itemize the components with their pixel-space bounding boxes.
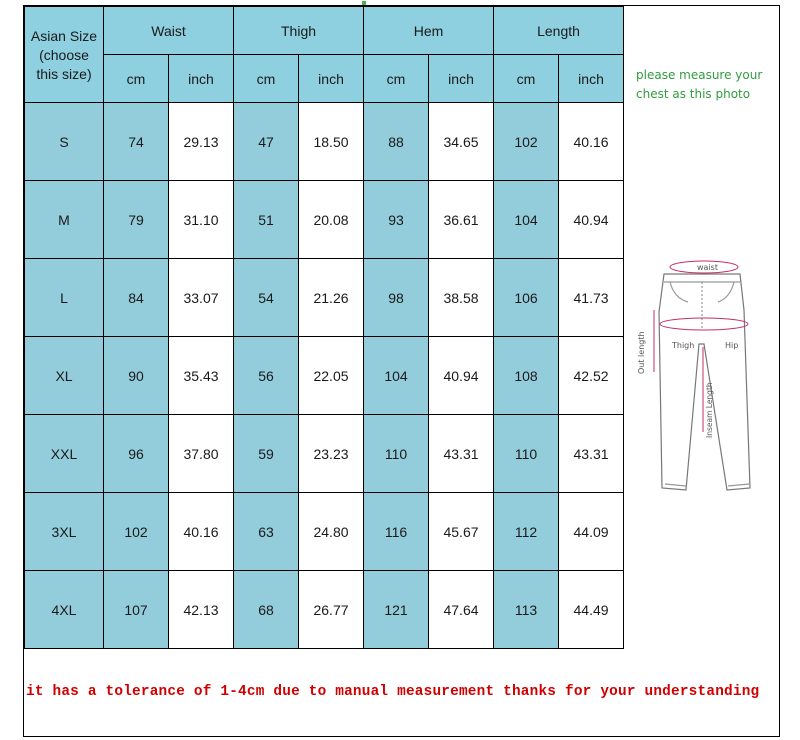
corner-mark — [362, 1, 366, 5]
asian-size-line2: (choose — [39, 47, 89, 63]
hem-inch-cell: 40.94 — [429, 337, 494, 415]
hip-label: Hip — [725, 341, 739, 350]
hem-inch-cell: 36.61 — [429, 181, 494, 259]
asian-size-line3: this size) — [36, 66, 92, 82]
waist-header: Waist — [104, 7, 234, 55]
hip-marker — [660, 318, 748, 330]
thigh-inch-cell: 21.26 — [299, 259, 364, 337]
unit-inch: inch — [429, 55, 494, 103]
waist-inch-cell: 31.10 — [169, 181, 234, 259]
length-cm-cell: 106 — [494, 259, 559, 337]
waist-cm-cell: 107 — [104, 571, 169, 649]
waist-inch-cell: 29.13 — [169, 103, 234, 181]
thigh-cm-cell: 54 — [234, 259, 299, 337]
thigh-inch-cell: 24.80 — [299, 493, 364, 571]
table-row — [25, 103, 624, 181]
measure-note — [636, 66, 776, 104]
hem-inch-cell: 45.67 — [429, 493, 494, 571]
thigh-inch-cell: 23.23 — [299, 415, 364, 493]
length-cm-cell: 112 — [494, 493, 559, 571]
length-cm-cell: 108 — [494, 337, 559, 415]
hem-inch-cell: 38.58 — [429, 259, 494, 337]
waist-cm-cell: 90 — [104, 337, 169, 415]
out-length-label: Out length — [637, 331, 646, 374]
thigh-header: Thigh — [234, 7, 364, 55]
size-cell: XXL — [25, 415, 104, 493]
waist-cm-cell: 74 — [104, 103, 169, 181]
unit-inch: inch — [299, 55, 364, 103]
unit-cm: cm — [364, 55, 429, 103]
unit-cm: cm — [494, 55, 559, 103]
thigh-cm-cell: 63 — [234, 493, 299, 571]
waist-inch-cell: 40.16 — [169, 493, 234, 571]
table-row — [25, 493, 624, 571]
thigh-label: Thigh — [672, 341, 695, 350]
size-cell: 3XL — [25, 493, 104, 571]
table-row — [25, 415, 624, 493]
length-header: Length — [494, 7, 624, 55]
hem-cm-cell: 110 — [364, 415, 429, 493]
pants-measurement-diagram — [632, 252, 762, 502]
unit-inch: inch — [559, 55, 624, 103]
asian-size-line1: Asian Size — [30, 28, 98, 44]
size-cell: L — [25, 259, 104, 337]
unit-cm: cm — [234, 55, 299, 103]
hem-cm-cell: 98 — [364, 259, 429, 337]
length-inch-cell: 41.73 — [559, 259, 624, 337]
waist-inch-cell: 33.07 — [169, 259, 234, 337]
length-cm-cell: 113 — [494, 571, 559, 649]
thigh-inch-cell: 20.08 — [299, 181, 364, 259]
waist-cm-cell: 96 — [104, 415, 169, 493]
hem-header: Hem — [364, 7, 494, 55]
size-cell: M — [25, 181, 104, 259]
waist-cm-cell: 102 — [104, 493, 169, 571]
table-row — [25, 259, 624, 337]
thigh-inch-cell: 18.50 — [299, 103, 364, 181]
waist-label: waist — [697, 263, 718, 272]
waist-cm-cell: 79 — [104, 181, 169, 259]
hem-cm-cell: 121 — [364, 571, 429, 649]
length-inch-cell: 44.49 — [559, 571, 624, 649]
length-inch-cell: 43.31 — [559, 415, 624, 493]
pants-outline — [659, 274, 750, 490]
size-cell: S — [25, 103, 104, 181]
table-row — [25, 571, 624, 649]
table-bottom-divider — [23, 648, 623, 649]
measure-note-line2: chest as this photo — [636, 87, 751, 101]
length-inch-cell: 42.52 — [559, 337, 624, 415]
hem-inch-cell: 43.31 — [429, 415, 494, 493]
hem-cm-cell: 93 — [364, 181, 429, 259]
length-cm-cell: 102 — [494, 103, 559, 181]
hem-cm-cell: 116 — [364, 493, 429, 571]
hem-inch-cell: 34.65 — [429, 103, 494, 181]
table-row — [25, 337, 624, 415]
length-cm-cell: 110 — [494, 415, 559, 493]
thigh-inch-cell: 26.77 — [299, 571, 364, 649]
thigh-cm-cell: 56 — [234, 337, 299, 415]
hem-cm-cell: 88 — [364, 103, 429, 181]
size-cell: XL — [25, 337, 104, 415]
thigh-cm-cell: 51 — [234, 181, 299, 259]
table-row — [25, 181, 624, 259]
waist-cm-cell: 84 — [104, 259, 169, 337]
inseam-label: Inseam Length — [705, 382, 714, 438]
size-chart-table — [24, 6, 624, 649]
length-inch-cell: 40.94 — [559, 181, 624, 259]
thigh-cm-cell: 68 — [234, 571, 299, 649]
tolerance-notice: it has a tolerance of 1-4cm due to manual measurement thanks for your understanding — [26, 684, 760, 700]
measure-note-line1: please measure your — [636, 68, 763, 82]
waist-inch-cell: 37.80 — [169, 415, 234, 493]
thigh-cm-cell: 59 — [234, 415, 299, 493]
thigh-cm-cell: 47 — [234, 103, 299, 181]
thigh-inch-cell: 22.05 — [299, 337, 364, 415]
size-cell: 4XL — [25, 571, 104, 649]
unit-cm: cm — [104, 55, 169, 103]
hem-cm-cell: 104 — [364, 337, 429, 415]
asian-size-header — [25, 7, 104, 103]
unit-inch: inch — [169, 55, 234, 103]
length-cm-cell: 104 — [494, 181, 559, 259]
waist-inch-cell: 42.13 — [169, 571, 234, 649]
length-inch-cell: 44.09 — [559, 493, 624, 571]
length-inch-cell: 40.16 — [559, 103, 624, 181]
hem-inch-cell: 47.64 — [429, 571, 494, 649]
waist-inch-cell: 35.43 — [169, 337, 234, 415]
